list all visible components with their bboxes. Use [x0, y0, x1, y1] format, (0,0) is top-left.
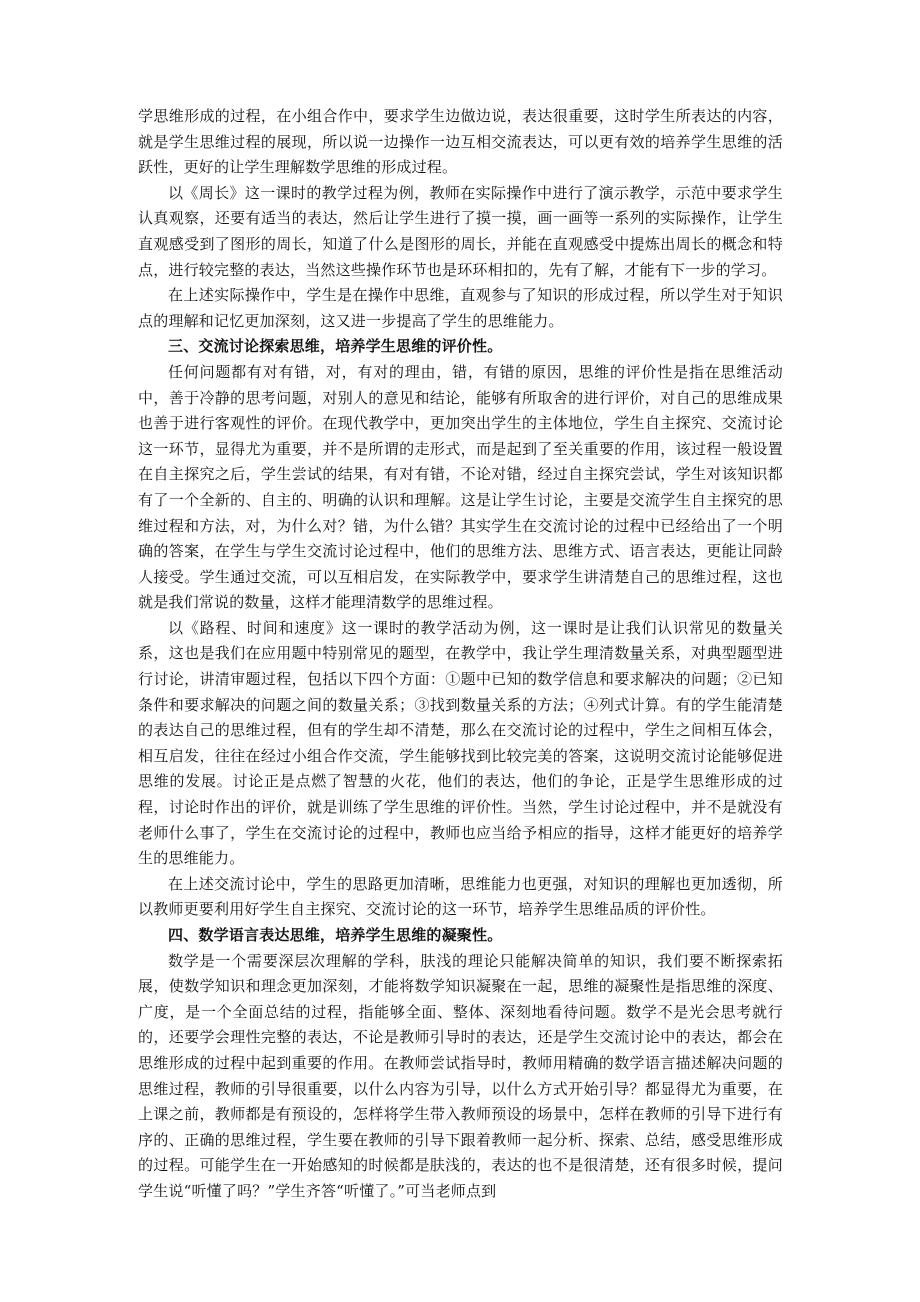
paragraph-intro-continuation: 学思维形成的过程，在小组合作中，要求学生边做边说，表达很重要，这时学生所表达的内容，就是学生思维过程的展现，所以说一边操作一边互相交流表达，可以更有效的培养学生思维的活跃性，更好的让学生理解数学思维的形成过程。 — [138, 107, 783, 177]
paragraph-evaluation-thinking: 任何问题都有对有错，对，有对的理由，错，有错的原因，思维的评价性是指在思维活动中，善于冷静的思考问题，对别人的意见和结论，能够有所取舍的进行评价，对自己的思维成果也善于进行客观性的评价。在现代教学中，更加突出学生的主体地位，学生自主探究、交流讨论这一环节，显得尤为重要，并不是所谓的走形式，而是起到了至关重要的作用，该过程一般设置在自主探究之后，学生尝试的结果，有对有错，不论对错，经过自主探究尝试，学生对该知识都有了一个全新的、自主的、明确的认识和理解。这是让学生讨论，主要是交流学生自主探究的思维过程和方法，对，为什么对？错，为什么错？其实学生在交流讨论的过程中已经给出了一个明确的答案，在学生与学生交流讨论过程中，他们的思维方法、思维方式、语言表达，更能让同龄人接受。学生通过交流，可以互相启发，在实际教学中，要求学生讲清楚自己的思维过程，这也就是我们常说的数量，这样才能理清数学的思维过程。 — [138, 362, 783, 612]
section-heading-three: 三、交流讨论探索思维，培养学生思维的评价性。 — [168, 337, 503, 356]
paragraph-perimeter-example: 以《周长》这一课时的教学过程为例，教师在实际操作中进行了演示教学，示范中要求学生认真观察，还要有适当的表达，然后让学生进行了摸一摸，画一画等一系列的实际操作，让学生直观感受到了图形的周长，知道了什么是图形的周长，并能在直观感受中提炼出周长的概念和特点，进行较完整的表达，当然这些操作环节也是环环相扣的，先有了解，才能有下一步的学习。 — [138, 183, 783, 279]
section-heading-four: 四、数学语言表达思维，培养学生思维的凝聚性。 — [168, 926, 503, 944]
paragraph-math-language: 数学是一个需要深层次理解的学科，肤浅的理论只能解决简单的知识，我们要不断探索拓展，使数学知识和理念更加深刻，才能将数学知识凝聚在一起，思维的凝聚性是指思维的深度、广度，是一个全面总结的过程，指能够全面、整体、深刻地看待问题。数学不是光会思考就行的，还要学会理性完整的表达，不论是教师引导时的表达，还是学生交流讨论中的表达，都会在思维形成的过程中起到重要的作用。在教师尝试指导时，教师用精确的数学语言描述解决问题的思维过程，教师的引导很重要，以什么内容为引导，以什么方式开始引导？都显得尤为重要，在上课之前，教师都是有预设的，怎样将学生带入教师预设的场景中，怎样在教师的引导下进行有序的、正确的思维过程，学生要在教师的引导下跟着教师一起分析、探索、总结，感受思维形成的过程。可能学生在一开始感知的时候都是肤浅的，表达的也不是很清楚，还有很多时候，提问学生说“听懂了吗？”学生齐答“听懂了。”可当老师点到 — [138, 951, 783, 1200]
paragraph-discussion-summary: 在上述交流讨论中，学生的思路更加清晰，思维能力也更强，对知识的理解也更加透彻，所以教师更要利用好学生自主探究、交流讨论的这一环节，培养学生思维品质的评价性。 — [138, 874, 783, 919]
document-page — [138, 104, 783, 1205]
paragraph-operation-summary: 在上述实际操作中，学生是在操作中思维，直观参与了知识的形成过程，所以学生对于知识点的理解和记忆更加深刻，这又进一步提高了学生的思维能力。 — [138, 286, 783, 330]
paragraph-distance-time-speed-example: 以《路程、时间和速度》这一课时的教学活动为例，这一课时是让我们认识常见的数量关系，这也是我们在应用题中特别常见的题型，在教学中，我让学生理清数量关系，对典型题型进行讨论，讲清审题过程，包括以下四个方面：①题中已知的数学信息和要求解决的问题；②已知条件和要求解决的问题之间的数量关系；③找到数量关系的方法；④列式计算。有的学生能清楚的表达自己的思维过程，但有的学生却不清楚，那么在交流讨论的过程中，学生之间相互体会，相互启发，往往在经过小组合作交流，学生能够找到比较完美的答案，这说明交流讨论能够促进思维的发展。讨论正是点燃了智慧的火花，他们的表达，他们的争论，正是学生思维形成的过程，讨论时作出的评价，就是训练了学生思维的评价性。当然，学生讨论过程中，并不是就没有老师什么事了，学生在交流讨论的过程中，教师也应当给予相应的指导，这样才能更好的培养学生的思维能力。 — [138, 618, 783, 868]
